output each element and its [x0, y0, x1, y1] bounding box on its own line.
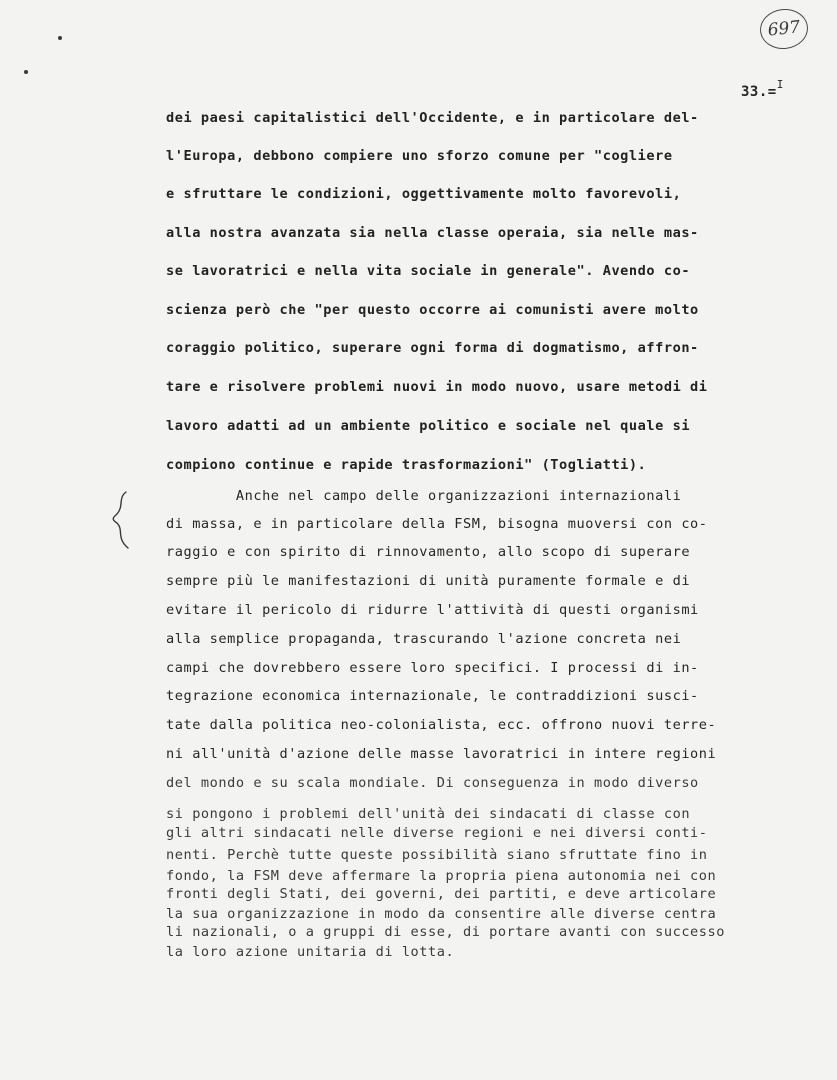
body-line: e sfruttare le condizioni, oggettivamente molto favorevoli, [166, 186, 682, 202]
body-line: ni all'unità d'azione delle masse lavoratrici in intere regioni [166, 746, 717, 762]
ink-speck [58, 36, 62, 40]
body-line: raggio e con spirito di rinnovamento, allo scopo di superare [166, 544, 691, 560]
body-line: compiono continue e rapide trasformazioni" (Togliatti). [166, 457, 647, 473]
page-number-superscript: I [776, 78, 784, 91]
body-line: se lavoratrici e nella vita sociale in generale". Avendo co- [166, 263, 691, 279]
body-line: si pongono i problemi dell'unità dei sindacati di classe con [166, 806, 691, 822]
body-line: campi che dovrebbero essere loro specifici. I processi di in- [166, 660, 699, 676]
archive-stamp: 697 [758, 7, 810, 52]
body-line: la loro azione unitaria di lotta. [166, 944, 455, 960]
page-number [741, 78, 784, 100]
body-line: fronti degli Stati, dei governi, dei partiti, e deve articolare [166, 886, 717, 902]
body-line: evitare il pericolo di ridurre l'attività di questi organismi [166, 602, 699, 618]
body-line: sempre più le manifestazioni di unità puramente formale e di [166, 573, 691, 589]
body-line: nenti. Perchè tutte queste possibilità siano sfruttate fino in [166, 847, 708, 863]
body-line: l'Europa, debbono compiere uno sforzo comune per "cogliere [166, 148, 673, 164]
body-line: dei paesi capitalistici dell'Occidente, e in particolare del- [166, 110, 699, 126]
body-line: di massa, e in particolare della FSM, bisogna muoversi con co- [166, 516, 708, 532]
body-line: tate dalla politica neo-colonialista, ecc. offrono nuovi terre- [166, 717, 717, 733]
body-line: li nazionali, o a gruppi di esse, di portare avanti con successo [166, 924, 725, 940]
body-line: Anche nel campo delle organizzazioni internazionali [166, 488, 682, 504]
body-line: la sua organizzazione in modo da consentire alle diverse centra [166, 906, 717, 922]
body-line: alla nostra avanzata sia nella classe operaia, sia nelle mas- [166, 225, 699, 241]
page-number-value: 33.= [741, 84, 777, 100]
body-line: tegrazione economica internazionale, le contraddizioni susci- [166, 688, 699, 704]
body-line: coraggio politico, superare ogni forma di dogmatismo, affron- [166, 340, 699, 356]
body-line: alla semplice propaganda, trascurando l'azione concreta nei [166, 631, 682, 647]
margin-brace-mark [108, 490, 138, 550]
body-line: lavoro adatti ad un ambiente politico e sociale nel quale si [166, 418, 691, 434]
body-line: fondo, la FSM deve affermare la propria piena autonomia nei con [166, 868, 717, 884]
body-line: del mondo e su scala mondiale. Di conseguenza in modo diverso [166, 775, 699, 791]
body-line: scienza però che "per questo occorre ai comunisti avere molto [166, 302, 699, 318]
ink-speck [24, 70, 28, 74]
body-line: tare e risolvere problemi nuovi in modo nuovo, usare metodi di [166, 379, 708, 395]
body-line: gli altri sindacati nelle diverse regioni e nei diversi conti- [166, 825, 708, 841]
